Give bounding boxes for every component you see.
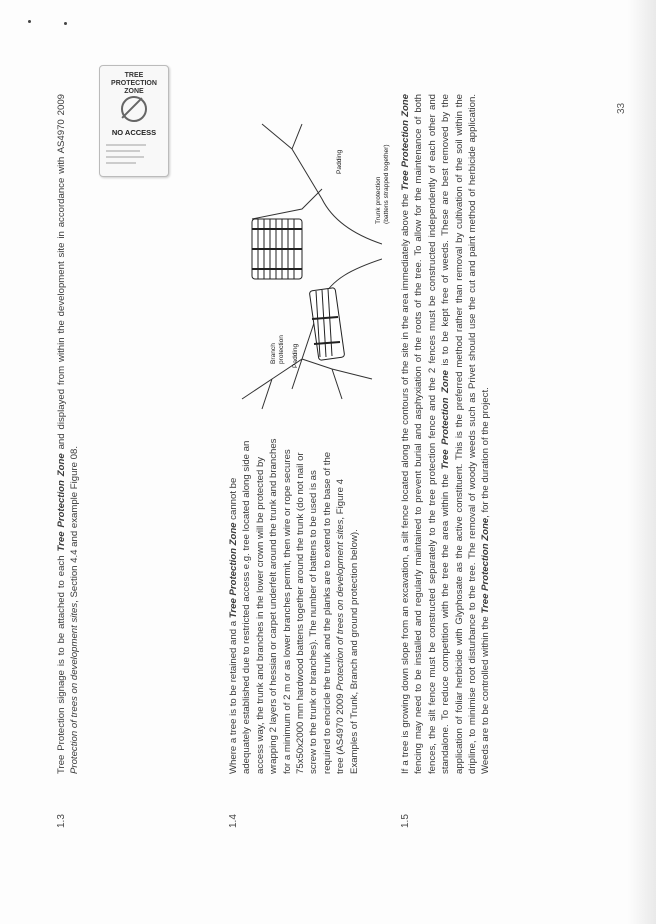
label-trunk-protection-title: Trunk protection: [375, 176, 382, 224]
text-run: fencing may need to be installed and regularly maintained to prevent burial and asphyxiation of the roots of the tree. To allow for the maintenance of both fences, the silt fence must be constructed separately to the tree protection fence and the 2 fences must be constructed independently of each other and standalone. To reduce competition with the tree the area within the: [413, 94, 452, 774]
tree-protection-sign: [99, 65, 169, 177]
label-branch-protection: Branch protection: [270, 335, 285, 364]
text-run: , Figure 4 Examples of Trunk, Branch and ground protection below).: [335, 479, 360, 774]
text-run: , Section 4.4 and example Figure 08.: [69, 446, 81, 603]
text-run: If a tree is growing down slope from an excavation, a silt fence located along the contours of the site in the area immediately above the: [400, 190, 411, 774]
italic-run: Protection of trees on development sites: [69, 602, 81, 774]
branch-fork: [252, 189, 322, 219]
emphasis-run: Tree Protection Zone: [228, 522, 239, 619]
section-text: [55, 94, 82, 774]
sign-fine-print: [106, 162, 136, 164]
emphasis-run: Tree Protection Zone: [56, 453, 67, 552]
italic-run: Protection of trees on development sites: [335, 519, 347, 691]
emphasis-run: Tree Protection Zone: [480, 517, 492, 614]
sign-title-line: ZONE: [124, 88, 144, 95]
sign-title-line: TREE: [124, 72, 144, 79]
section-text: [399, 94, 493, 774]
text-run: Where a tree is to be retained and a: [228, 618, 239, 774]
label-trunk-protection: [375, 114, 390, 224]
branch-outline: [242, 259, 382, 409]
text-run: is to be kept free of weeds. These are best removed by the application of foliar herbicide with Glyphosate as the active constituent. This is the preferred method rather than removal by cultivation of the soil within the dripline, to minimise root disturbance to the tree. The removal of woody weeds such as Privet should use the cut and paint method of herbicide application. Weeds are to be controlled within the: [440, 94, 492, 774]
text-run: Tree Protection signage is to be attached to each: [56, 551, 67, 774]
emphasis-run: Tree Protection Zone: [440, 370, 452, 470]
trunk-branch-protection-diagram: [232, 119, 382, 419]
emphasis-run: Tree Protection Zone: [400, 94, 411, 191]
label-padding-trunk: Padding: [336, 149, 343, 174]
sign-fine-print: [106, 156, 144, 158]
trunk-battens: [252, 219, 302, 279]
sign-fine-print: [106, 150, 140, 152]
text-run: , for the duration of the project.: [480, 387, 492, 518]
sign-warning: NO ACCESS: [111, 128, 157, 137]
label-padding-branch: Padding: [292, 343, 299, 368]
section-number: 1.3: [56, 814, 67, 828]
branch-battens: [309, 288, 344, 361]
no-entry-icon: [121, 96, 147, 122]
text-run: cannot be adequately established due to restricted access e.g. tree located along side an access way, the trunk and branches in the lower crown will be protected by wrapping 2 layers of hessian or carpet underfelt around the trunk and branches for a minimum of 2 m or as lower branches permit, then wire or rope secures 75x50x2000 mm hardwood battens together around the trunk (do not nail or screw to the trunk or branches). The number of battens to be used is as required to encircle the trunk and the planks are to extend to the base of the tree (AS4970 2009: [228, 438, 347, 774]
page-number: 33: [616, 102, 627, 114]
sign-fine-print: [106, 144, 146, 146]
sign-title-line: PROTECTION: [111, 80, 157, 87]
label-trunk-protection-note: (battens strapped together): [382, 144, 390, 224]
section-number: 1.5: [400, 814, 411, 828]
section-number: 1.4: [228, 814, 239, 828]
section-text: [227, 436, 361, 774]
text-run: and displayed from within the development site in accordance with AS4970 2009: [56, 94, 67, 454]
